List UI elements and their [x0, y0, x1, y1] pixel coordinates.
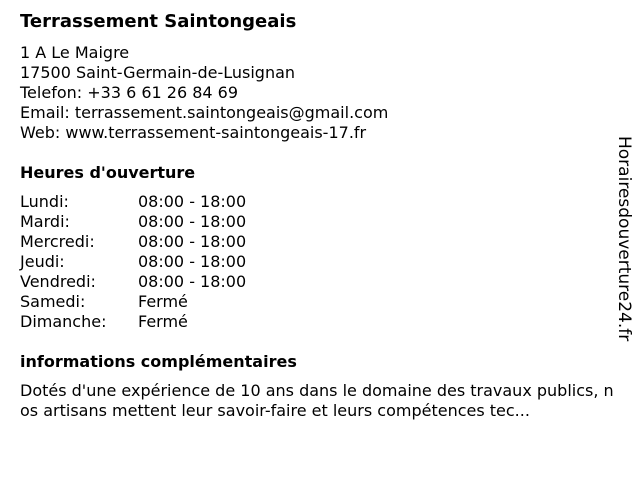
hours-time: 08:00 - 18:00 [138, 252, 247, 271]
hours-row-wednesday [20, 232, 620, 252]
address-line-2: 17500 Saint-Germain-de-Lusignan [20, 63, 296, 82]
hours-day: Mardi: [20, 212, 70, 231]
hours-heading: Heures d'ouverture [20, 163, 196, 182]
hours-day: Lundi: [20, 192, 69, 211]
email-text: Email: terrassement.saintongeais@gmail.com [20, 103, 389, 122]
business-name: Terrassement Saintongeais [20, 11, 297, 32]
hours-row-sunday [20, 312, 620, 332]
hours-row-tuesday [20, 212, 620, 232]
hours-row-thursday [20, 252, 620, 272]
hours-table [20, 192, 620, 332]
hours-row-friday [20, 272, 620, 292]
hours-time: 08:00 - 18:00 [138, 232, 247, 251]
hours-time: 08:00 - 18:00 [138, 192, 247, 211]
info-heading: informations complémentaires [20, 352, 297, 371]
info-description: Dotés d'une expérience de 10 ans dans le domaine des travaux publics, nos artisans mettent leur savoir-faire et leurs compétences tec... [20, 381, 614, 420]
business-card [20, 10, 620, 421]
address-line-1: 1 A Le Maigre [20, 43, 130, 62]
hours-row-saturday [20, 292, 620, 312]
hours-day: Mercredi: [20, 232, 95, 251]
hours-row-monday [20, 192, 620, 212]
phone-text: Telefon: +33 6 61 26 84 69 [20, 83, 239, 102]
watermark-text: Horairesdouverture24.fr [614, 136, 634, 342]
website-text: Web: www.terrassement-saintongeais-17.fr [20, 123, 367, 142]
hours-time: Fermé [138, 292, 188, 311]
hours-day: Vendredi: [20, 272, 96, 291]
hours-time: Fermé [138, 312, 188, 331]
hours-day: Jeudi: [20, 252, 65, 271]
hours-day: Dimanche: [20, 312, 107, 331]
hours-time: 08:00 - 18:00 [138, 272, 247, 291]
hours-time: 08:00 - 18:00 [138, 212, 247, 231]
hours-day: Samedi: [20, 292, 86, 311]
